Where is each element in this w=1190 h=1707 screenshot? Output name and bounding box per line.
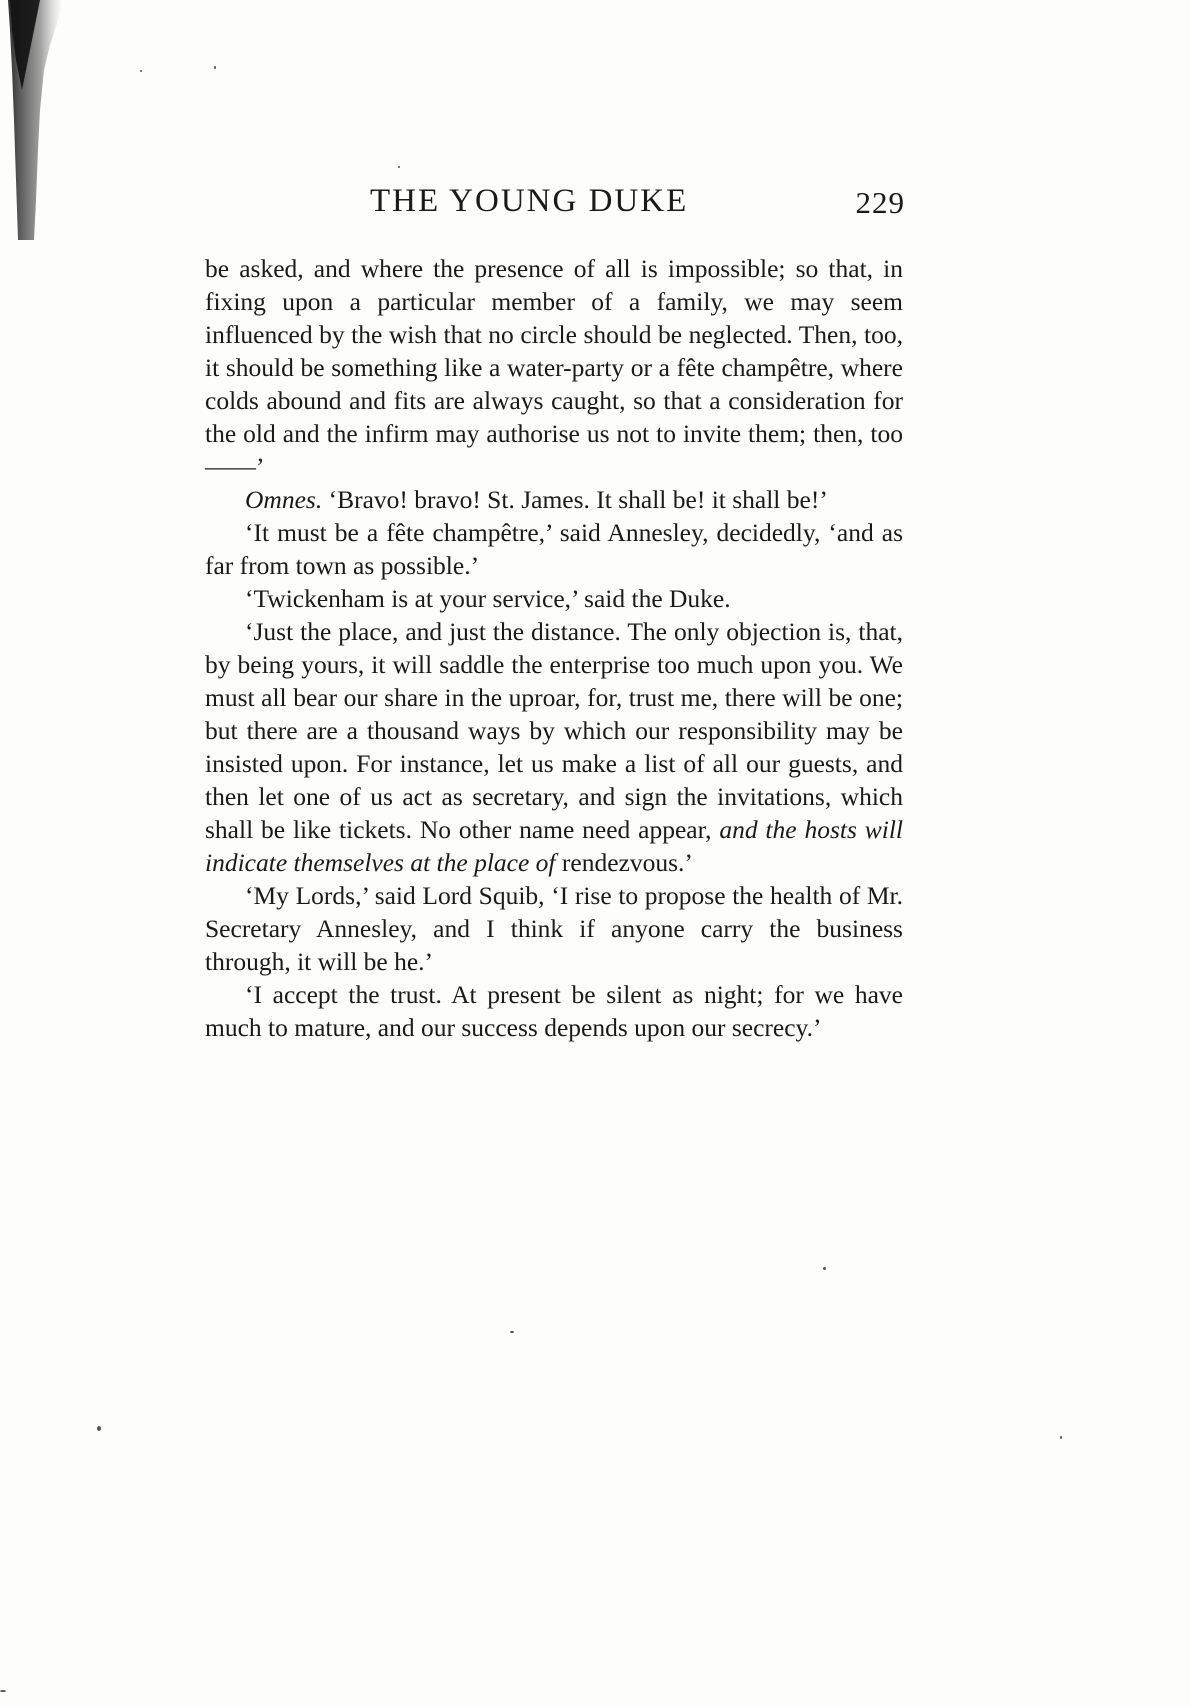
paragraph	[205, 516, 903, 582]
paragraph	[205, 978, 903, 1044]
paragraph	[205, 582, 903, 615]
page-number: 229	[855, 185, 905, 220]
paragraph-text-tail: rendezvous.’	[555, 848, 693, 877]
scan-speck	[823, 1267, 826, 1270]
running-title: THE YOUNG DUKE	[370, 183, 689, 219]
paragraph-text: ‘My Lords,’ said Lord Squib, ‘I rise to propose the health of Mr. Secretary Annesley, and I think if anyone carry the business through, it will be he.’	[205, 881, 903, 976]
scan-speck	[214, 66, 216, 69]
scan-speck	[0, 1690, 6, 1692]
scan-speck	[97, 1426, 101, 1431]
paragraph-text: ‘Twickenham is at your service,’ said the Duke.	[245, 584, 731, 613]
body-text	[205, 252, 903, 1044]
italic-text: and the hosts will indicate themselves at the place of	[205, 815, 903, 877]
scan-speck	[1060, 1436, 1062, 1439]
paragraph-text: ‘Just the place, and just the distance. The only objection is, that, by being yours, it will saddle the enterprise too much upon you. We must all bear our share in the uproar, for, trust me, there will be one; but there are a thousand ways by which our responsibility may be insisted upon. For instance, let us make a list of all our guests, and then let one of us act as secretary, and sign the invitations, which shall be like tickets. No other name need appear,	[205, 617, 903, 844]
scan-speck	[510, 1331, 514, 1333]
page-header	[205, 183, 905, 233]
paragraph-text: ‘I accept the trust. At present be silent as night; for we have much to mature, and our success depends upon our secrecy.’	[205, 980, 903, 1042]
scan-speck	[140, 70, 142, 72]
paragraph	[205, 615, 903, 879]
paragraph	[205, 483, 903, 516]
scan-speck	[398, 166, 400, 168]
speaker-label: Omnes.	[245, 485, 323, 514]
paragraph	[205, 252, 903, 483]
paragraph-text: be asked, and where the presence of all is impossible; so that, in fixing upon a particular member of a family, we may seem influenced by the wish that no circle should be neglected. Then, too, it should be something like a water-party or a fête champêtre, where colds abound and fits are always caught, so that a consideration for the old and the infirm may authorise us not to invite them; then, too ——’	[205, 254, 903, 481]
paragraph-text: ‘It must be a fête champêtre,’ said Annesley, decidedly, ‘and as far from town as possible.’	[205, 518, 903, 580]
paragraph	[205, 879, 903, 978]
binding-shadow	[0, 0, 70, 240]
paragraph-text: ‘Bravo! bravo! St. James. It shall be! it shall be!’	[322, 485, 828, 514]
